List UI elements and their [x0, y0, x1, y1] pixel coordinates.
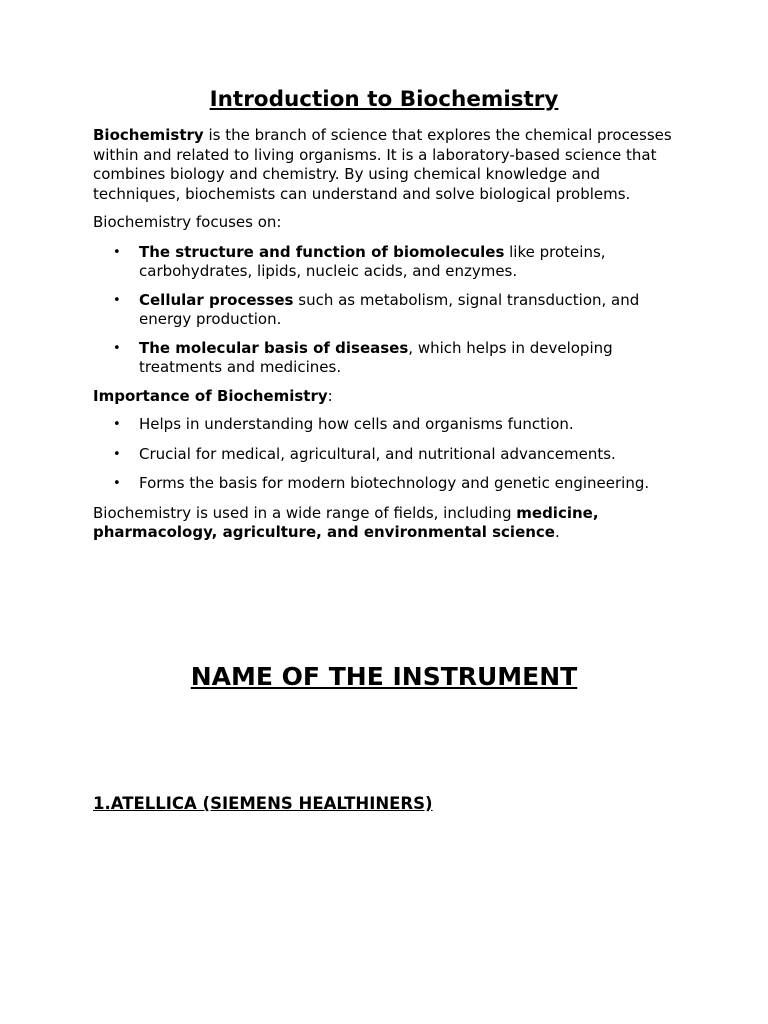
focus-intro: Biochemistry focuses on:	[93, 213, 282, 231]
list-item	[93, 474, 675, 494]
list-item	[93, 415, 675, 435]
list-item-bold: The structure and function of biomolecules	[139, 242, 505, 261]
list-item-text: like proteins, carbohydrates, lipids, nucleic acids, and enzymes.	[139, 242, 606, 280]
list-item	[93, 291, 675, 330]
fields-bold: medicine, pharmacology, agriculture, and environmental science	[93, 503, 599, 541]
list-item-text: Crucial for medical, agricultural, and nutritional advancements.	[139, 444, 616, 463]
bullet-icon: •	[113, 446, 121, 462]
importance-heading-suffix: :	[327, 386, 333, 405]
list-item-bold: The molecular basis of diseases	[139, 338, 409, 357]
bullet-icon: •	[113, 244, 121, 260]
importance-list	[93, 415, 675, 494]
intro-text: is the branch of science that explores the chemical processes within and related to living organisms. It is a laboratory-based science that combines biology and chemistry. By using chemical knowledge and techniques, biochemists can understand and solve biological problems.	[93, 126, 672, 203]
fields-paragraph	[93, 504, 675, 543]
intro-paragraph	[93, 126, 675, 204]
importance-heading	[93, 387, 675, 407]
list-item	[93, 445, 675, 465]
list-item-text: Helps in understanding how cells and organisms function.	[139, 415, 574, 433]
instrument-item: 1.ATELLICA (SIEMENS HEALTHINERS)	[93, 794, 433, 813]
list-item-text: , which helps in developing treatments and medicines.	[139, 338, 613, 376]
section-title: NAME OF THE INSTRUMENT	[190, 662, 578, 691]
list-item	[93, 243, 675, 282]
list-item-text: such as metabolism, signal transduction, and energy production.	[139, 290, 640, 328]
fields-text: Biochemistry is used in a wide range of fields, including	[93, 503, 517, 522]
bullet-icon: •	[113, 292, 121, 308]
intro-term: Biochemistry	[93, 126, 204, 144]
bullet-icon: •	[113, 417, 121, 432]
list-item-text: Forms the basis for modern biotechnology and genetic engineering.	[139, 474, 650, 492]
bullet-icon: •	[113, 340, 121, 356]
list-item	[93, 339, 675, 378]
importance-heading-bold: Importance of Biochemistry	[93, 386, 328, 405]
list-item-bold: Cellular processes	[139, 290, 294, 309]
page-title: Introduction to Biochemistry	[209, 87, 559, 112]
document-body	[93, 86, 675, 543]
fields-suffix: .	[554, 523, 560, 541]
bullet-icon: •	[113, 476, 121, 491]
focus-list	[93, 243, 675, 378]
